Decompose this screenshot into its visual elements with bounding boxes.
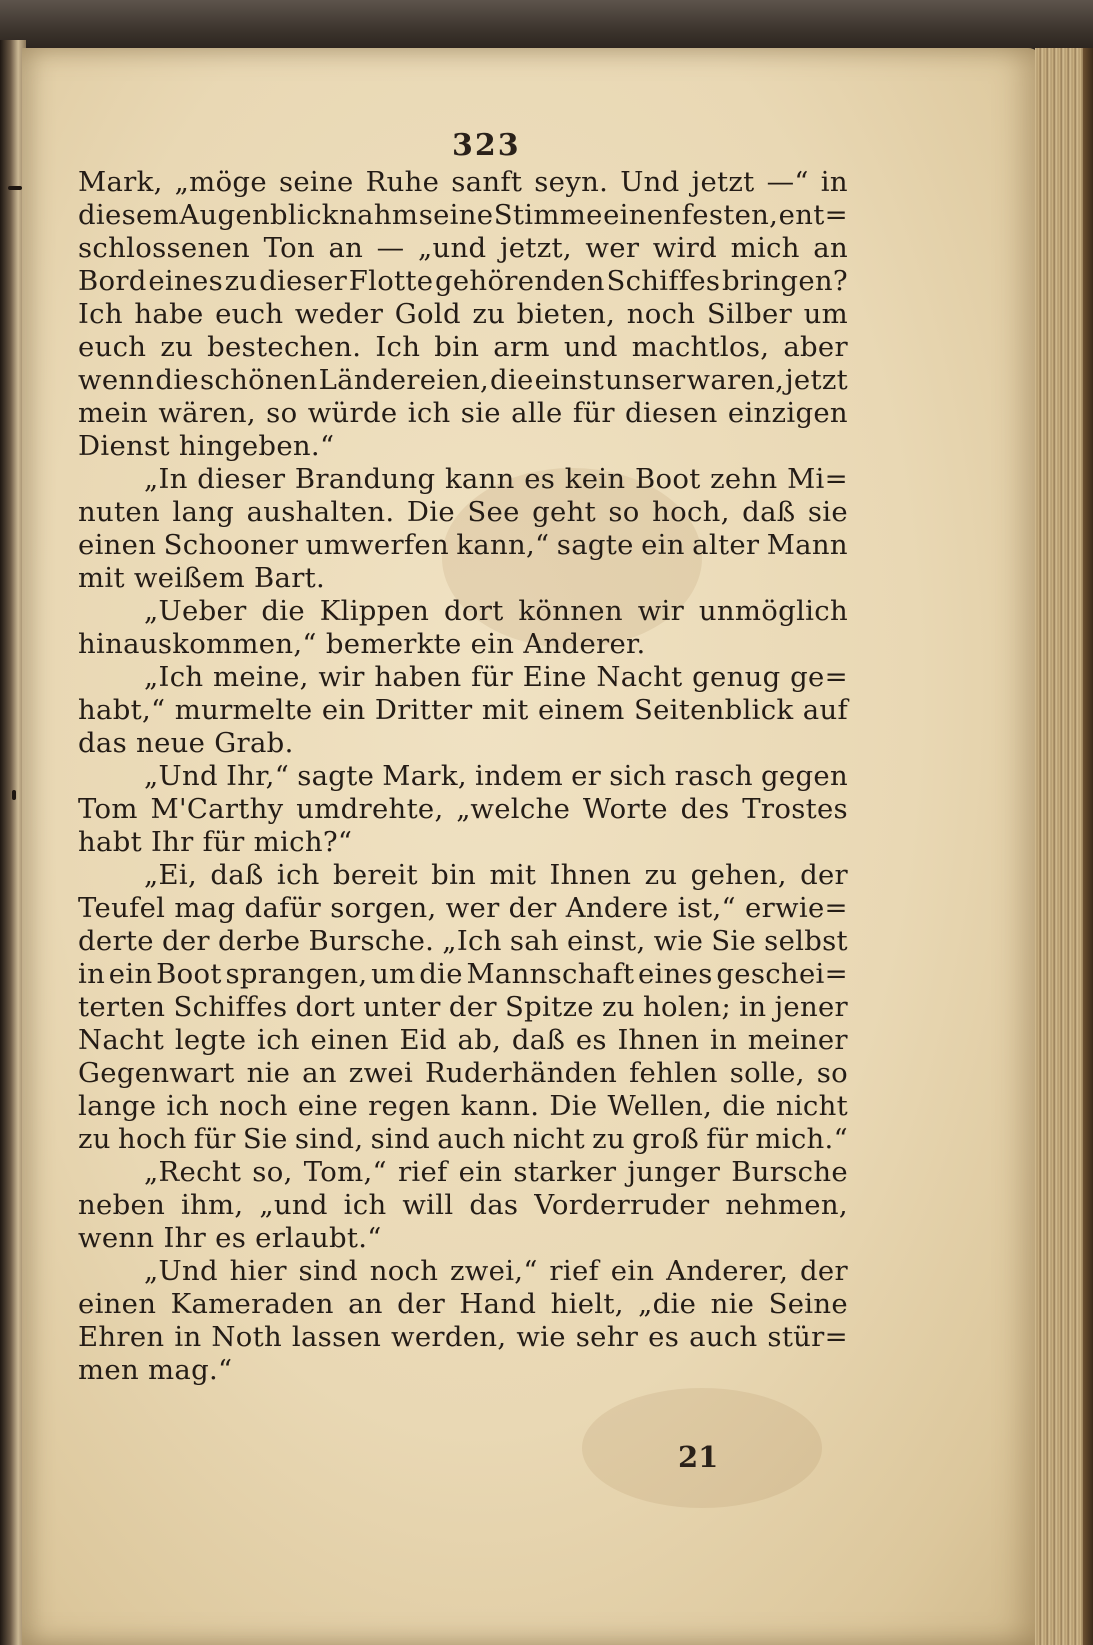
text-line: nuten lang aushalten. Die See geht so hoch, daß sie — [78, 496, 848, 528]
text-line: wenn die schönen Ländereien, die einst unser waren, jetzt — [78, 364, 848, 396]
text-line: mit weißem Bart. — [78, 562, 326, 594]
text-line: Gegenwart nie an zwei Ruderhänden fehlen solle, so — [78, 1057, 848, 1089]
text-line: Teufel mag dafür sorgen, wer der Andere ist,“ erwie= — [78, 892, 848, 924]
text-line: terten Schiffes dort unter der Spitze zu holen; in jener — [78, 991, 848, 1023]
text-line: in ein Boot sprangen, um die Mannschaft eines geschei= — [78, 958, 848, 990]
text-line: einen Kameraden an der Hand hielt, „die nie Seine — [78, 1288, 848, 1320]
text-line: Mark, „möge seine Ruhe sanft seyn. Und jetzt —“ in — [78, 166, 848, 198]
body-text — [78, 166, 848, 1387]
text-line: habt,“ murmelte ein Dritter mit einem Seitenblick auf — [78, 694, 848, 726]
text-line: hinauskommen,“ bemerkte ein Anderer. — [78, 628, 646, 660]
margin-mark — [8, 186, 22, 190]
text-line: mein wären, so würde ich sie alle für diesen einzigen — [78, 397, 848, 429]
text-line: „In dieser Brandung kann es kein Boot zehn Mi= — [144, 463, 848, 495]
text-line: men mag.“ — [78, 1354, 233, 1386]
text-line: das neue Grab. — [78, 727, 294, 759]
text-line: euch zu bestechen. Ich bin arm und machtlos, aber — [78, 331, 848, 363]
text-line: Ich habe euch weder Gold zu bieten, noch Silber um — [78, 298, 848, 330]
text-line: „Ei, daß ich bereit bin mit Ihnen zu gehen, der — [144, 859, 848, 891]
text-line: Bord eines zu dieser Flotte gehörenden Schiffes bringen? — [78, 265, 848, 297]
text-line: „Ich meine, wir haben für Eine Nacht genug ge= — [144, 661, 848, 693]
text-line: derte der derbe Bursche. „Ich sah einst, wie Sie selbst — [78, 925, 848, 957]
text-line: „Und hier sind noch zwei,“ rief ein Anderer, der — [144, 1255, 848, 1287]
margin-mark — [12, 790, 16, 800]
text-line: lange ich noch eine regen kann. Die Wellen, die nicht — [78, 1090, 848, 1122]
page-stack-edge — [1035, 48, 1093, 1645]
text-line: einen Schooner umwerfen kann,“ sagte ein alter Mann — [78, 529, 848, 561]
text-line: Tom M'Carthy umdrehte, „welche Worte des Trostes — [78, 793, 848, 825]
text-line: „Recht so, Tom,“ rief ein starker junger Bursche — [144, 1156, 848, 1188]
text-line: „Ueber die Klippen dort können wir unmöglich — [144, 595, 848, 627]
text-line: Nacht legte ich einen Eid ab, daß es Ihnen in meiner — [78, 1024, 848, 1056]
text-line: schlossenen Ton an — „und jetzt, wer wird mich an — [78, 232, 848, 264]
text-line: Ehren in Noth lassen werden, wie sehr es auch stür= — [78, 1321, 848, 1353]
text-line: habt Ihr für mich?“ — [78, 826, 353, 858]
text-line: diesem Augenblick nahm seine Stimme einen festen, ent= — [78, 199, 848, 231]
page-number: 323 — [452, 128, 521, 163]
text-line: wenn Ihr es erlaubt.“ — [78, 1222, 382, 1254]
text-line: Dienst hingeben.“ — [78, 430, 335, 462]
text-line: „Und Ihr,“ sagte Mark, indem er sich rasch gegen — [144, 760, 848, 792]
printer-signature-mark: 21 — [678, 1440, 719, 1474]
scanner-edge — [0, 0, 1093, 52]
text-line: neben ihm, „und ich will das Vorderruder nehmen, — [78, 1189, 848, 1221]
text-line: zu hoch für Sie sind, sind auch nicht zu groß für mich.“ — [78, 1123, 848, 1155]
